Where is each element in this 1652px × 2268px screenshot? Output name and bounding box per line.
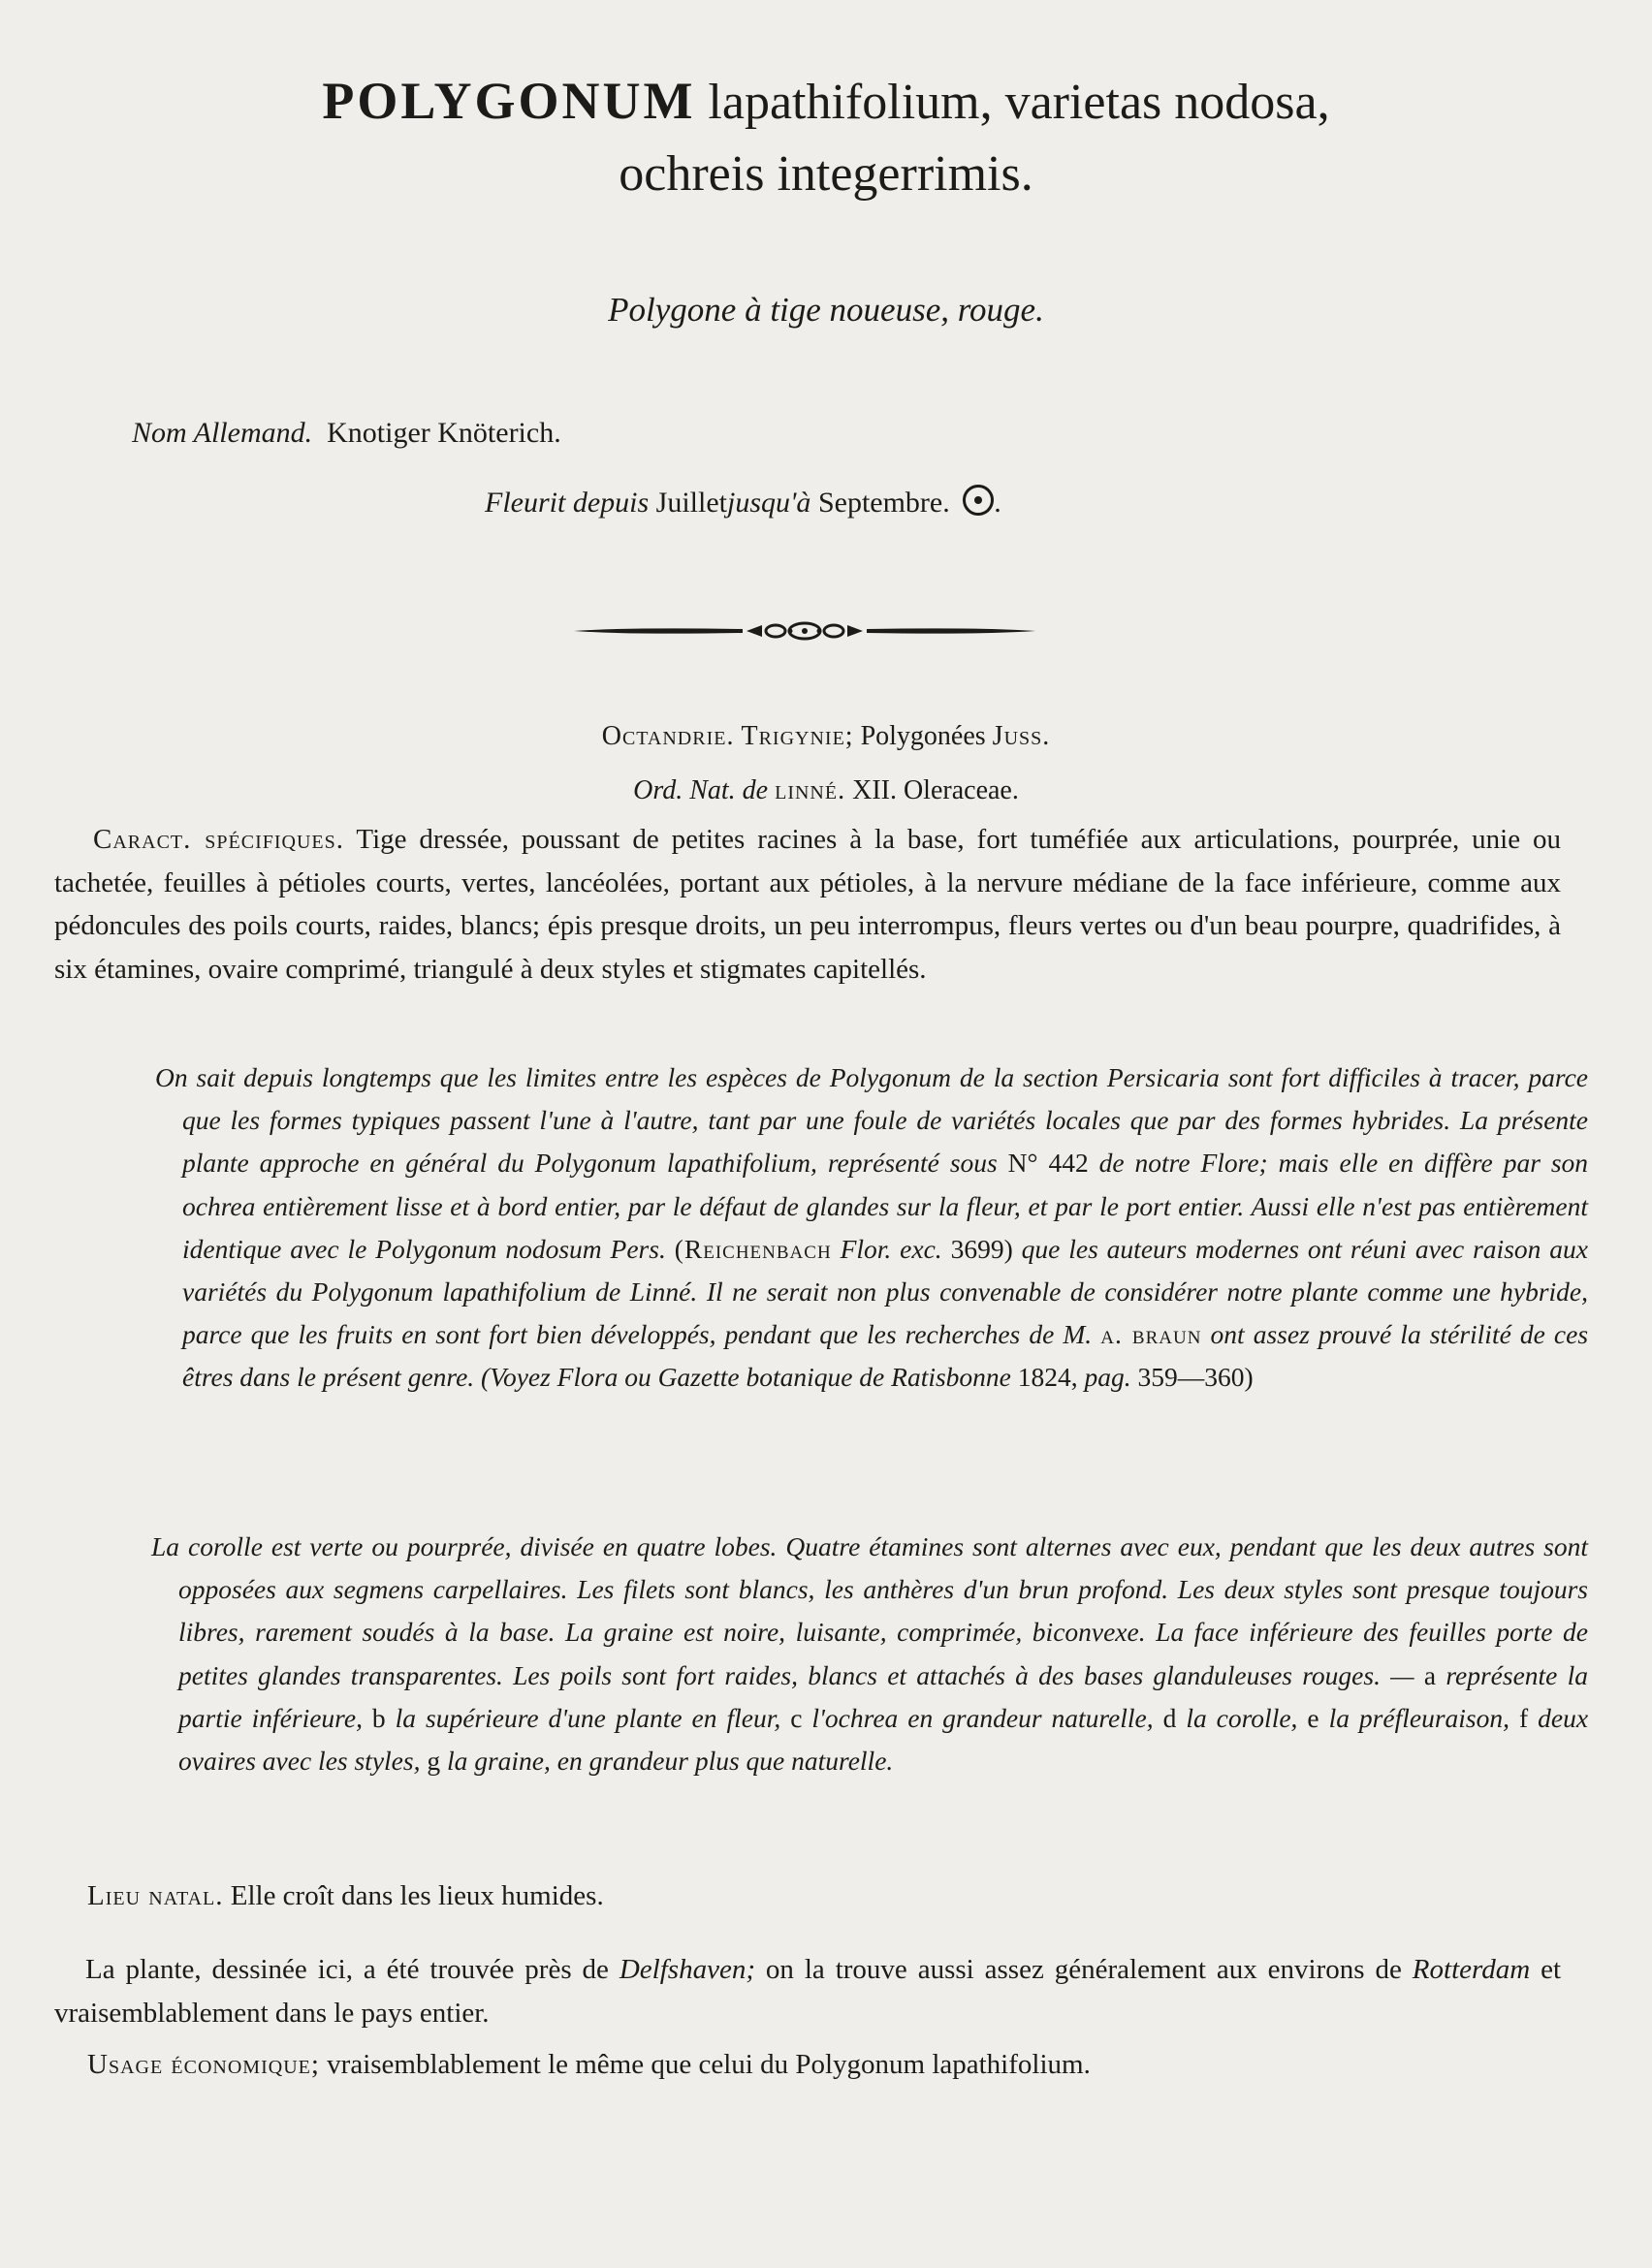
observation-paragraph-2 <box>151 1526 1588 1782</box>
family-author: Juss. <box>992 721 1051 751</box>
family-name: Polygonées <box>860 721 986 751</box>
native-place-text: Elle croît dans les lieux humides. <box>230 1880 604 1911</box>
figure-b-text: la supérieure d'une plante en fleur, <box>395 1702 781 1733</box>
subtitle: Polygone à tige noueuse, rouge. <box>608 291 1044 329</box>
title-line2: ochreis integerrimis. <box>619 146 1033 202</box>
figure-c-text: l'ochrea en grandeur naturelle, <box>811 1702 1154 1733</box>
obs1-pages: 359—360) <box>1137 1362 1254 1393</box>
economic-usage-label: Usage économique; <box>87 2049 320 2080</box>
ornament-divider-icon <box>572 618 1037 644</box>
obs1-number: N° 442 <box>1007 1148 1089 1179</box>
specific-characters-label: Caract. spécifiques. <box>93 824 345 855</box>
obs1-text-b: de notre Flore; mais elle en diffère par son ochrea entièrement lisse et à bord entier, par le défaut de glandes sur la fleur, et par le port entier. Aussi elle n'est pas entièrement identique avec le Polygonum nodosum Pers. <box>182 1148 1589 1264</box>
locality-place-2: Rotterdam <box>1412 1954 1531 1985</box>
flowering-from: Juillet <box>655 487 727 519</box>
figure-d-text: la corolle, <box>1186 1702 1298 1733</box>
page-title <box>0 70 1652 134</box>
obs1-reference-number: 3699) <box>950 1233 1013 1264</box>
figure-g-text: la graine, en grandeur plus que naturelle. <box>446 1746 894 1777</box>
obs1-year: 1824, <box>1017 1362 1078 1393</box>
german-name-label: Nom Allemand. <box>132 417 313 449</box>
locality-text-a: La plante, dessinée ici, a été trouvée près de <box>85 1954 609 1985</box>
ord-nat-value: XII. Oleraceae. <box>852 775 1019 805</box>
native-place <box>87 1880 604 1912</box>
obs1-reference: (Reichenbach <box>674 1233 832 1264</box>
figure-letter-c: c <box>790 1702 803 1733</box>
figure-letter-a: a <box>1423 1659 1437 1690</box>
flowering-label: Fleurit depuis <box>485 487 650 519</box>
order-name: Trigynie; <box>741 721 854 751</box>
natural-order-line <box>0 775 1652 806</box>
figure-e-text: la préfleuraison, <box>1328 1702 1509 1733</box>
figure-letter-e: e <box>1307 1702 1319 1733</box>
flowering-jusqu: jusqu'à <box>727 487 811 519</box>
economic-usage <box>87 2049 1091 2081</box>
locality-text-b: on la trouve aussi assez généralement aux environs de <box>765 1954 1402 1985</box>
obs1-text-a: On sait depuis longtemps que les limites entre les espèces de Polygonum de la section Persicaria sont fort difficiles à tracer, parce que les formes typiques passent l'une à l'autre, tant par une foule de variétés locales que par des formes hybrides. La présente plante approche en général du Polygonum lapathifolium, représenté sous <box>155 1062 1588 1179</box>
figure-letter-b: b <box>371 1702 386 1733</box>
figure-a-text: représente la partie inférieure, <box>178 1659 1589 1733</box>
flowering-end: . <box>994 487 1001 519</box>
obs1-text-d: que les auteurs modernes ont réuni avec raison aux variétés du Polygonum lapathifolium de Linné. Il ne serait non plus convenable de considérer notre plante comme une hybride, parce que les fruits en sont fort bien développés, pendant que les recherches de M. <box>182 1233 1588 1350</box>
figure-letter-g: g <box>427 1746 441 1777</box>
specific-characters-text: Tige dressée, poussant de petites racines à la base, fort tuméfiée aux articulations, pourprée, unie ou tachetée, feuilles à pétioles courts, vertes, lancéolées, portant aux pétioles, à la nervure médiane de la face inférieure, comme aux pédoncules des poils courts, raides, blancs; épis presque droits, un peu interrompus, fleurs vertes ou d'un beau pourpre, quadrifides, à six étamines, ovaire comprimé, triangulé à deux styles et stigmates capitellés. <box>54 824 1561 985</box>
obs1-text-e: ont assez prouvé la stérilité de ces êtres dans le présent genre. (Voyez Flora ou Gazette botanique de Ratisbonne <box>182 1319 1589 1393</box>
class-name: Octandrie. <box>601 721 735 751</box>
locality-text-c: et vraisemblablement dans le pays entier. <box>54 1954 1562 2029</box>
flowering-period <box>485 485 1001 520</box>
flowering-to: Septembre. <box>817 487 950 519</box>
title-genus: POLYGONUM <box>322 72 696 130</box>
figure-f-text: deux ovaires avec les styles, <box>178 1702 1589 1777</box>
native-place-label: Lieu natal. <box>87 1880 224 1911</box>
classification-line <box>0 721 1652 752</box>
title-line1-rest: lapathifolium, varietas nodosa, <box>708 75 1330 130</box>
annual-icon <box>963 485 994 516</box>
obs1-text-c: Flor. exc. <box>840 1233 942 1264</box>
obs1-text-f: pag. <box>1084 1362 1131 1393</box>
ord-nat-label: Ord. Nat. de <box>633 775 769 805</box>
observation-paragraph-1 <box>155 1056 1588 1400</box>
figure-letter-d: d <box>1162 1702 1177 1733</box>
german-name <box>132 417 561 450</box>
obs2-text: La corolle est verte ou pourprée, divisée en quatre lobes. Quatre étamines sont alternes avec eux, pendant que les deux autres sont opposées aux segmens carpellaires. Les filets sont blancs, les anthères d'un brun profond. Les deux styles sont presque toujours libres, rarement soudés à la base. La graine est noire, luisante, comprimée, biconvexe. La face inférieure des feuilles porte de petites glandes transparentes. Les poils sont fort raides, blancs et attachés à des bases glanduleuses rouges. — <box>151 1531 1588 1690</box>
economic-usage-text: vraisemblablement le même que celui du Polygonum lapathifolium. <box>327 2049 1091 2080</box>
locality-paragraph <box>54 1948 1561 2034</box>
obs1-braun: a. braun <box>1100 1319 1202 1350</box>
german-name-value: Knotiger Knöterich. <box>327 417 561 449</box>
locality-place-1: Delfshaven; <box>619 1954 755 1985</box>
figure-letter-f: f <box>1518 1702 1529 1733</box>
linne-label: linné. <box>775 775 846 805</box>
specific-characters <box>54 818 1561 991</box>
